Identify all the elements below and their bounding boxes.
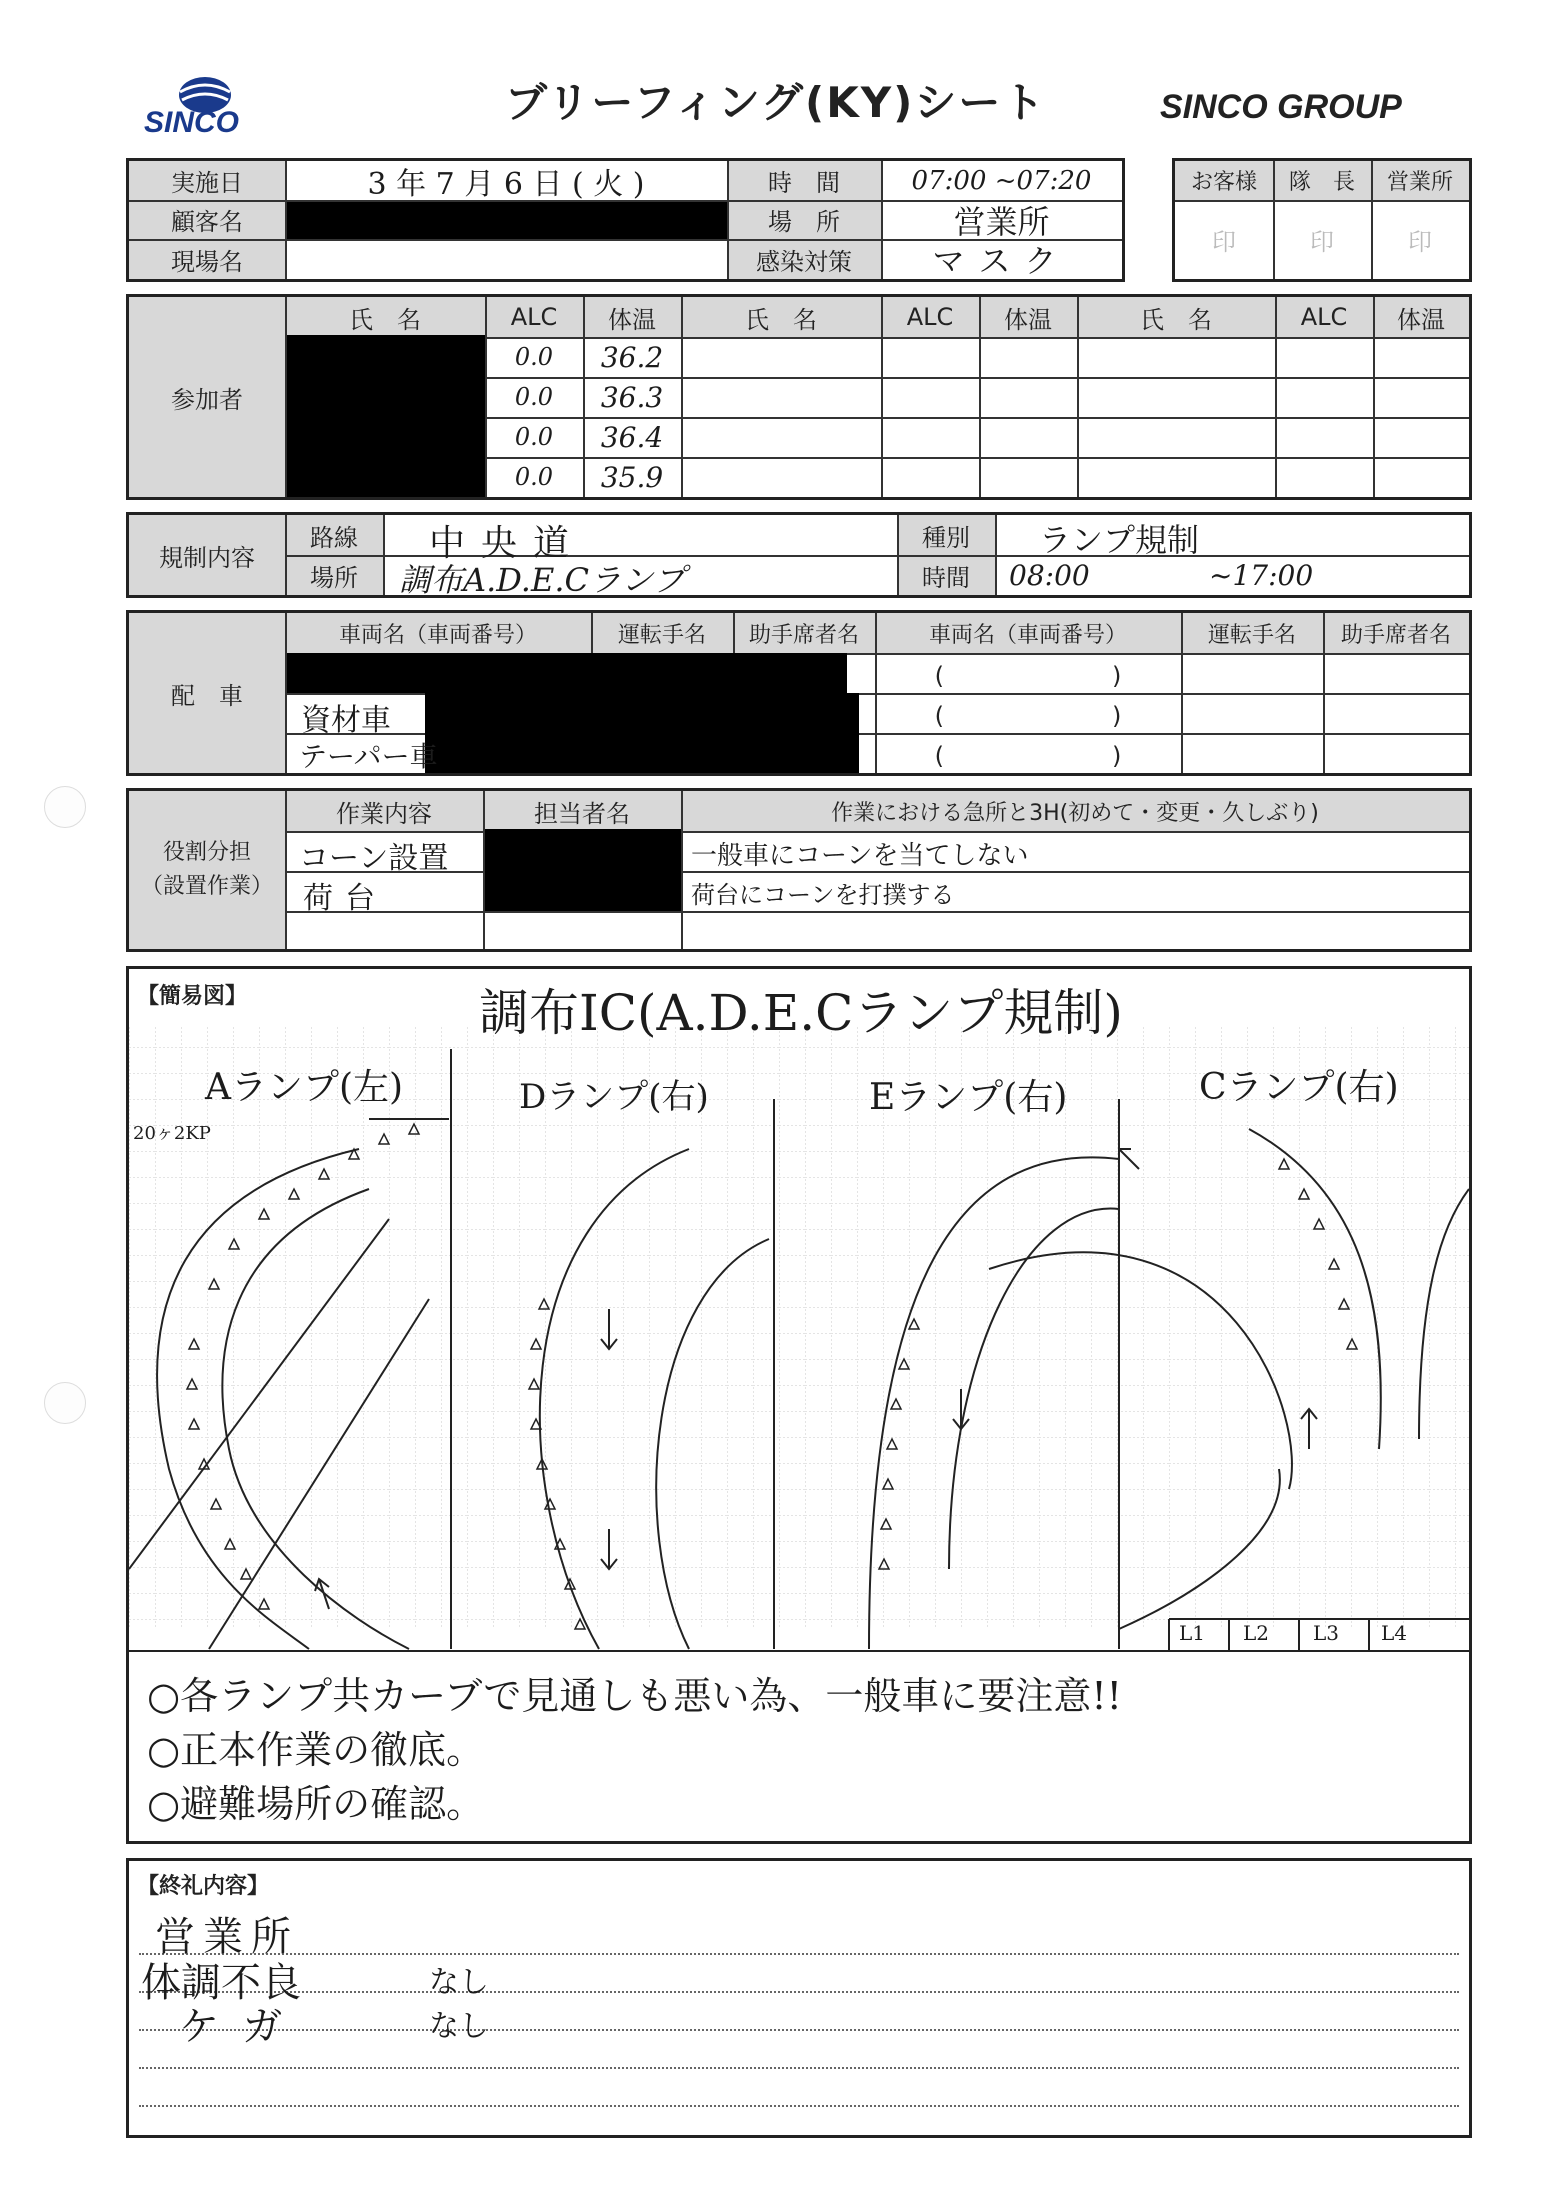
participants-header-name-3: 氏 名 bbox=[1140, 305, 1212, 334]
dispatch-header-assistant-1: 助手席者名 bbox=[748, 622, 859, 648]
participant-alc-2: 0.0 bbox=[514, 383, 554, 411]
roles-header-person: 担当者名 bbox=[534, 799, 630, 828]
sketch-title: 調布IC(A.D.E.Cランプ規制) bbox=[479, 984, 1123, 1042]
dispatch-redaction bbox=[287, 653, 847, 693]
participants-header-alc-3: ALC bbox=[1300, 303, 1348, 331]
task-1: コーン設置 bbox=[299, 841, 449, 876]
regulation-block bbox=[126, 512, 1472, 598]
dispatch-label: 配 車 bbox=[171, 681, 243, 710]
dispatch-redaction-2 bbox=[425, 693, 859, 773]
route-value: 中央道 bbox=[429, 523, 586, 564]
participants-header-temp-3: 体温 bbox=[1397, 305, 1445, 334]
client-redaction bbox=[287, 202, 727, 239]
sketch-label: 【簡易図】 bbox=[137, 984, 248, 1009]
ramp-c-label: Cランプ(右) bbox=[1199, 1067, 1399, 1108]
regulation-time-label: 時間 bbox=[922, 563, 970, 592]
participants-header-alc-2: ALC bbox=[906, 303, 954, 331]
ramp-a-label: Aランプ(左) bbox=[205, 1067, 404, 1108]
regulation-place-label: 場所 bbox=[310, 563, 358, 592]
dispatch-header-vehicle-1: 車両名（車両番号） bbox=[338, 622, 537, 648]
regulation-place-value: 調布A.D.E.Cランプ bbox=[399, 561, 685, 599]
site-label: 現場名 bbox=[171, 247, 243, 276]
logo-text: SINCO bbox=[144, 106, 240, 139]
roles-block bbox=[126, 788, 1472, 952]
approval-leader-label: 隊 長 bbox=[1288, 170, 1355, 195]
participants-header-name-1: 氏 名 bbox=[349, 305, 421, 334]
closing-line-2: 体調不良 bbox=[141, 1960, 301, 2006]
place-label: 場 所 bbox=[768, 208, 840, 236]
info-block bbox=[126, 158, 1125, 282]
company-logo bbox=[140, 70, 270, 140]
sketch-block bbox=[126, 966, 1472, 1844]
vehicle-name-2: テーパー車 bbox=[299, 740, 438, 773]
regulation-time-end: ~17:00 bbox=[1209, 559, 1314, 592]
participant-alc-4: 0.0 bbox=[514, 463, 554, 491]
dispatch-header-vehicle-2: 車両名（車両番号） bbox=[928, 622, 1127, 648]
participant-temp-2: 36.3 bbox=[600, 380, 664, 414]
vehicle-paren-2: ( ) bbox=[934, 701, 1122, 730]
participants-header-name-2: 氏 名 bbox=[745, 305, 817, 334]
participant-temp-3: 36.4 bbox=[600, 420, 664, 454]
roles-person-redaction bbox=[485, 829, 681, 911]
participant-temp-1: 36.2 bbox=[600, 340, 664, 374]
closing-line-1: 営業所 bbox=[155, 1914, 299, 1960]
vehicle-paren-3: ( ) bbox=[934, 741, 1122, 770]
participant-alc-1: 0.0 bbox=[514, 343, 554, 371]
closing-block bbox=[126, 1858, 1472, 2138]
sketch-note-2: ○正本作業の徹底。 bbox=[147, 1728, 485, 1772]
approval-block bbox=[1172, 158, 1472, 282]
roles-header-points: 作業における急所と3H(初めて・変更・久しぶり) bbox=[831, 800, 1319, 826]
closing-label: 【終礼内容】 bbox=[137, 1874, 270, 1899]
sketch-note-1: ○各ランプ共カーブで見通しも悪い為、一般車に要注意!! bbox=[147, 1674, 1122, 1718]
infection-value: マスク bbox=[932, 242, 1071, 280]
page-title: ブリーフィング(KY)シート bbox=[505, 78, 1047, 127]
regulation-time-start: 08:00 bbox=[1009, 559, 1090, 592]
lane-3: L3 bbox=[1313, 1621, 1340, 1645]
type-label: 種別 bbox=[922, 523, 970, 552]
time-label: 時 間 bbox=[768, 169, 840, 197]
closing-line-3-value: なし bbox=[429, 2009, 489, 2044]
roles-label: 役割分担 （設置作業） bbox=[140, 840, 273, 899]
task-2: 荷台 bbox=[303, 881, 387, 916]
regulation-label: 規制内容 bbox=[159, 543, 255, 572]
participants-header-alc-1: ALC bbox=[510, 303, 558, 331]
date-value: 3 年 7 月 6 日 ( 火 ) bbox=[367, 166, 645, 202]
stamp-office: 印 bbox=[1408, 228, 1432, 256]
point-2: 荷台にコーンを打撲する bbox=[691, 881, 955, 909]
participants-header-temp-1: 体温 bbox=[608, 305, 656, 334]
dispatch-header-driver-1: 運転手名 bbox=[617, 622, 706, 648]
roles-header-task: 作業内容 bbox=[336, 799, 432, 828]
client-label: 顧客名 bbox=[171, 208, 243, 236]
participants-header-temp-2: 体温 bbox=[1004, 305, 1052, 334]
group-logo: SINCO GROUP bbox=[1160, 88, 1402, 126]
date-label: 実施日 bbox=[171, 169, 243, 197]
closing-line-2-value: なし bbox=[429, 1965, 489, 2000]
infection-label: 感染対策 bbox=[756, 247, 852, 276]
punch-hole-top bbox=[44, 786, 86, 828]
ramp-d-label: Dランプ(右) bbox=[519, 1077, 709, 1117]
lane-2: L2 bbox=[1243, 1621, 1270, 1645]
approval-client-label: お客様 bbox=[1190, 170, 1257, 195]
ramp-e-label: Eランプ(右) bbox=[869, 1077, 1068, 1118]
participant-temp-4: 35.9 bbox=[600, 460, 664, 494]
vehicle-name-1: 資材車 bbox=[301, 703, 391, 738]
dispatch-block bbox=[126, 610, 1472, 776]
lane-1: L1 bbox=[1179, 1621, 1206, 1645]
closing-line-3: ケガ bbox=[179, 2004, 307, 2050]
participants-block bbox=[126, 294, 1472, 500]
participant-names-redaction bbox=[287, 335, 485, 497]
type-value: ランプ規制 bbox=[1039, 521, 1200, 559]
stamp-client: 印 bbox=[1212, 228, 1236, 256]
punch-hole-bottom bbox=[44, 1382, 86, 1424]
route-label: 路線 bbox=[310, 523, 358, 552]
dispatch-header-assistant-2: 助手席者名 bbox=[1340, 622, 1451, 648]
sketch-note-3: ○避難場所の確認。 bbox=[147, 1782, 485, 1826]
dispatch-header-driver-2: 運転手名 bbox=[1207, 622, 1296, 648]
stamp-leader: 印 bbox=[1310, 228, 1334, 256]
point-1: 一般車にコーンを当てしない bbox=[691, 841, 1029, 871]
lane-4: L4 bbox=[1381, 1621, 1408, 1645]
participant-alc-3: 0.0 bbox=[514, 423, 554, 451]
approval-office-label: 営業所 bbox=[1386, 170, 1453, 195]
vehicle-paren-1: ( ) bbox=[934, 661, 1122, 690]
time-value: 07:00 ~07:20 bbox=[911, 165, 1092, 196]
place-value: 営業所 bbox=[953, 202, 1050, 241]
cone-note: 20ヶ2KP bbox=[133, 1123, 211, 1144]
participants-label: 参加者 bbox=[171, 385, 243, 414]
